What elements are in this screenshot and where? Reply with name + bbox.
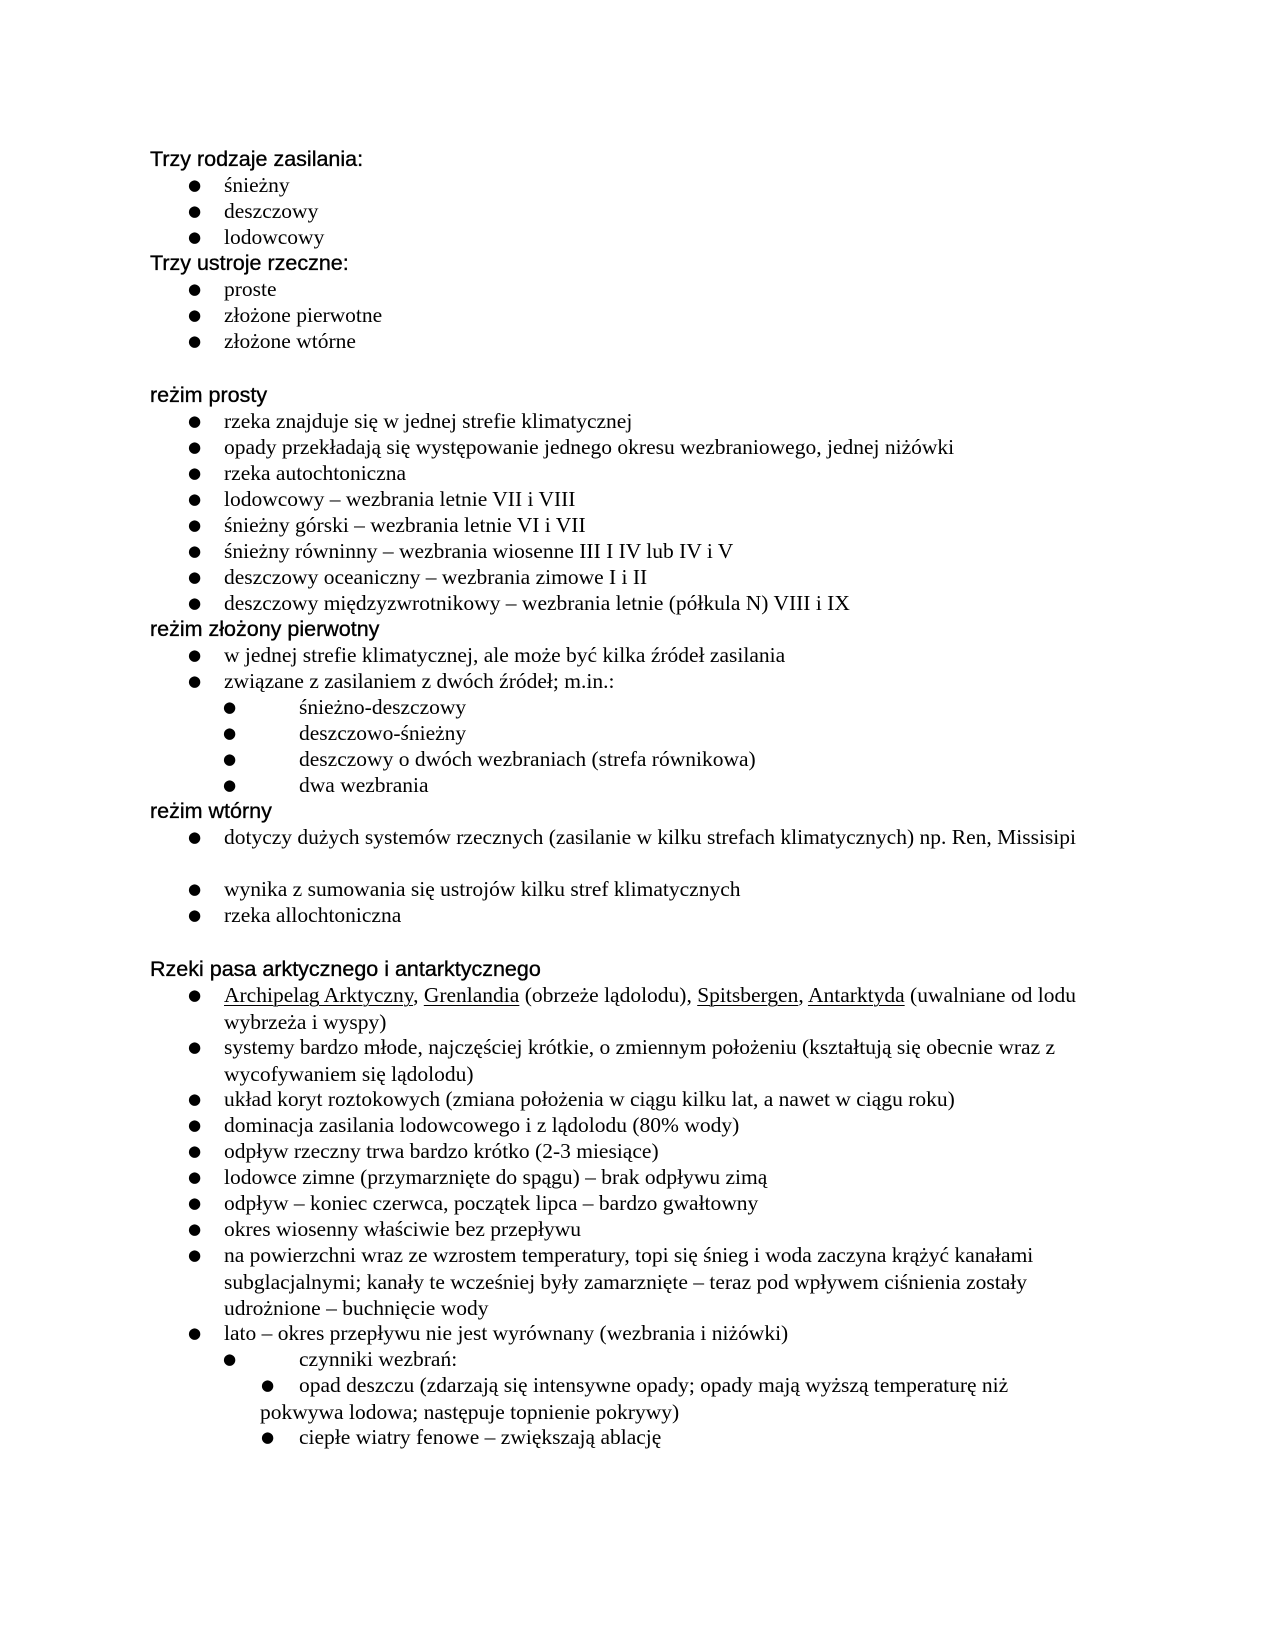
list-item: ● odpływ – koniec czerwca, początek lipca – bardzo gwałtowny <box>188 1191 759 1215</box>
bullet-icon: ● <box>188 176 202 194</box>
heading-rezim-wtorny: reżim wtórny <box>150 799 272 823</box>
bullet-icon: ● <box>188 828 202 846</box>
list-item: ● deszczowy <box>188 199 319 223</box>
bullet-icon: ● <box>188 306 202 324</box>
bullet-icon: ● <box>188 280 202 298</box>
list-item: ● związane z zasilaniem z dwóch źródeł; m.in.: <box>188 669 615 693</box>
list-item: ● lodowcowy <box>188 225 325 249</box>
heading-rezim-prosty: reżim prosty <box>150 383 268 407</box>
list-item: ● rzeka allochtoniczna <box>188 903 402 927</box>
bullet-icon: ● <box>188 542 202 560</box>
heading-ustroje-rzeczne: Trzy ustroje rzeczne: <box>150 251 349 275</box>
bullet-icon: ● <box>223 698 237 716</box>
bullet-icon: ● <box>188 464 202 482</box>
bullet-icon: ● <box>188 1116 202 1134</box>
list-item: ● deszczowy oceaniczny – wezbrania zimowe I i II <box>188 565 648 589</box>
list-item: ● złożone wtórne <box>188 329 356 353</box>
sub-list-item: ● śnieżno-deszczowy <box>223 695 467 719</box>
list-item: ● odpływ rzeczny trwa bardzo krótko (2-3 miesiące) <box>188 1139 659 1163</box>
bullet-icon: ● <box>188 672 202 690</box>
bullet-icon: ● <box>188 646 202 664</box>
link-archipelag-arktyczny[interactable]: Archipelag Arktyczny <box>224 983 414 1007</box>
bullet-icon: ● <box>188 412 202 430</box>
sub-list-item: ● dwa wezbrania <box>223 773 429 797</box>
list-item: ● śnieżny górski – wezbrania letnie VI i VII <box>188 513 586 537</box>
bullet-icon: ● <box>188 1038 202 1056</box>
bullet-icon: ● <box>188 202 202 220</box>
bullet-icon: ● <box>223 1350 237 1368</box>
bullet-icon: ● <box>188 1220 202 1238</box>
list-item: ● deszczowy międzyzwrotnikowy – wezbrania letnie (półkula N) VIII i IX <box>188 591 850 615</box>
list-item: ● śnieżny równinny – wezbrania wiosenne III I IV lub IV i V <box>188 539 734 563</box>
list-item: ● śnieżny <box>188 173 290 197</box>
bullet-icon: ● <box>188 1194 202 1212</box>
list-item-regions: ● Archipelag Arktyczny, Grenlandia (obrzeże lądolodu), Spitsbergen, Antarktyda (uwalniane od lodu wybrzeża i wyspy) <box>188 983 1077 1034</box>
bullet-icon: ● <box>188 1246 202 1264</box>
bullet-icon: ● <box>188 490 202 508</box>
list-item: ● rzeka autochtoniczna <box>188 461 407 485</box>
list-item: ● proste <box>188 277 277 301</box>
bullet-icon: ● <box>188 594 202 612</box>
list-item: ● w jednej strefie klimatycznej, ale może być kilka źródeł zasilania <box>188 643 786 667</box>
bullet-icon: ● <box>223 750 237 768</box>
list-item: ● dominacja zasilania lodowcowego i z lądolodu (80% wody) <box>188 1113 740 1137</box>
bullet-icon: ● <box>223 724 237 742</box>
bullet-icon: ● <box>188 1142 202 1160</box>
list-item: ● rzeka znajduje się w jednej strefie klimatycznej <box>188 409 633 433</box>
list-item: ● okres wiosenny właściwie bez przepływu <box>188 1217 582 1241</box>
bullet-icon: ● <box>188 880 202 898</box>
list-item: ● dotyczy dużych systemów rzecznych (zasilanie w kilku strefach klimatycznych) np. Ren, Missisipi <box>188 825 1076 849</box>
link-grenlandia[interactable]: Grenlandia <box>423 983 520 1007</box>
link-antarktyda[interactable]: Antarktyda <box>807 983 905 1007</box>
list-item: ● złożone pierwotne <box>188 303 383 327</box>
sub-list-item: ● deszczowo-śnieżny <box>223 721 467 745</box>
bullet-icon: ● <box>188 438 202 456</box>
bullet-icon: ● <box>261 1376 275 1394</box>
sub-list-item: ● deszczowy o dwóch wezbraniach (strefa równikowa) <box>223 747 756 771</box>
bullet-icon: ● <box>188 516 202 534</box>
heading-rezim-zlozony-pierwotny: reżim złożony pierwotny <box>150 617 380 641</box>
sub-list-item: ● czynniki wezbrań: <box>223 1347 458 1371</box>
bullet-icon: ● <box>188 228 202 246</box>
bullet-icon: ● <box>188 568 202 586</box>
bullet-icon: ● <box>188 1168 202 1186</box>
bullet-icon: ● <box>188 1090 202 1108</box>
list-item: ● lodowcowy – wezbrania letnie VII i VIII <box>188 487 576 511</box>
bullet-icon: ● <box>261 1428 275 1446</box>
heading-rodzaje-zasilania: Trzy rodzaje zasilania: <box>150 147 364 171</box>
list-item: ● układ koryt roztokowych (zmiana położenia w ciągu kilku lat, a nawet w ciągu roku) <box>188 1087 955 1111</box>
sub-sub-list-item: ● ciepłe wiatry fenowe – zwiększają ablację <box>261 1425 662 1449</box>
sub-sub-list-item: ● opad deszczu (zdarzają się intensywne opady; opady mają wyższą temperaturę niż pokwywa lodowa; następuje topnienie pokrywy) <box>260 1373 1009 1424</box>
list-item: ● systemy bardzo młode, najczęściej krótkie, o zmiennym położeniu (kształtują się obecnie wraz z wycofywaniem się lądolodu) <box>188 1035 1056 1086</box>
link-spitsbergen[interactable]: Spitsbergen <box>697 983 799 1007</box>
bullet-icon: ● <box>223 776 237 794</box>
list-item: ● lodowce zimne (przymarznięte do spągu) – brak odpływu zimą <box>188 1165 768 1189</box>
bullet-icon: ● <box>188 986 202 1004</box>
list-item: ● wynika z sumowania się ustrojów kilku stref klimatycznych <box>188 877 741 901</box>
list-item: ● opady przekładają się występowanie jednego okresu wezbraniowego, jednej niżówki <box>188 435 955 459</box>
bullet-icon: ● <box>188 1324 202 1342</box>
heading-rzeki-arktyczne: Rzeki pasa arktycznego i antarktycznego <box>150 957 541 981</box>
bullet-icon: ● <box>188 332 202 350</box>
list-item: ● lato – okres przepływu nie jest wyrównany (wezbrania i niżówki) <box>188 1321 789 1345</box>
bullet-icon: ● <box>188 906 202 924</box>
list-item: ● na powierzchni wraz ze wzrostem temperatury, topi się śnieg i woda zaczyna krążyć kanałami subglacjalnymi; kanały te wcześniej były zamarznięte – teraz pod wpływem ciśnienia zostały udrożnione – buchnięcie wody <box>188 1243 1034 1320</box>
